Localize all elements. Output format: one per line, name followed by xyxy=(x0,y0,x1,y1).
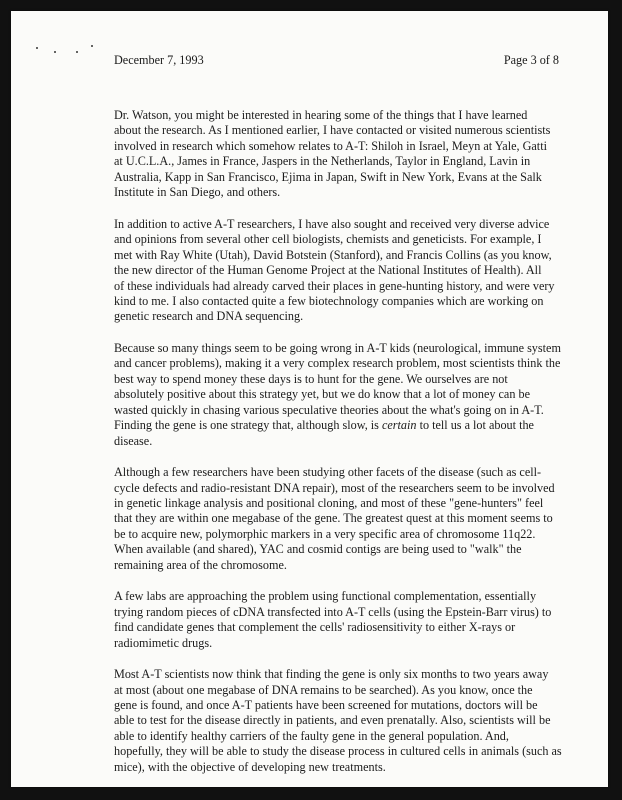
text-line: Although a few researchers have been studying other facets of the disease (such as cell- xyxy=(114,465,542,480)
text-line: Dr. Watson, you might be interested in hearing some of the things that I have learned xyxy=(114,108,528,122)
text-line: Australia, Kapp in San Francisco, Ejima in Japan, Swift in New York, Evans at the Salk xyxy=(114,169,542,184)
paragraph-outlook xyxy=(114,667,561,775)
text-line: mice), with the objective of developing new treatments. xyxy=(114,759,386,774)
speck-mark xyxy=(36,47,38,49)
text-line: able to identify healthy carriers of the faulty gene in the general population. And, xyxy=(114,728,509,743)
text-line: wasted quickly in chasing various speculative theories about the what's going on in A-T. xyxy=(114,402,544,417)
document-page xyxy=(11,11,608,787)
text-line: Because so many things seem to be going wrong in A-T kids (neurological, immune system xyxy=(114,340,561,355)
text-line: kind to me. I also contacted quite a few biotechnology companies which are working on xyxy=(114,293,544,308)
paragraph-advice xyxy=(114,217,561,325)
text-line: be to acquire new, polymorphic markers in a very specific area of chromosome 11q22. xyxy=(114,526,536,541)
text-line: able to test for the disease directly in patients, and even prenatally. Also, scientists will be xyxy=(114,713,551,728)
emphasis-word: certain xyxy=(381,418,417,433)
text-line: and opinions from several other cell biologists, chemists and geneticists. For example, I xyxy=(114,232,542,247)
text-line: that they are within one megabase of the gene. The greatest quest at this moment seems to xyxy=(114,511,553,526)
text-line: genetic research and DNA sequencing. xyxy=(114,309,304,324)
text-line: Institute in San Diego, and others. xyxy=(114,185,281,200)
line-end: to tell us a lot about the xyxy=(416,418,534,433)
text-line: about the research. As I mentioned earlier, I have contacted or visited numerous scientists xyxy=(114,123,551,138)
text-line: A few labs are approaching the problem using functional complementation, essentially xyxy=(114,589,537,604)
text-line: and cancer problems), making it a very complex research problem, most scientists think the xyxy=(114,356,561,371)
text-line: met with Ray White (Utah), David Botstein (Stanford), and Francis Collins (as you know, xyxy=(114,247,552,262)
paragraph-researchers xyxy=(114,108,561,201)
text-line: involved in research which somehow relates to A-T: Shiloh in Israel, Meyn at Yale, Gatti xyxy=(114,138,547,153)
text-line-with-emphasis xyxy=(114,418,561,433)
text-line: in genetic linkage analysis and positional cloning, and most of these "gene-hunters" feel xyxy=(114,495,544,510)
text-line: trying random pieces of cDNA transfected into A-T cells (using the Epstein-Barr virus) to xyxy=(114,604,552,619)
paragraph-strategy xyxy=(114,341,561,449)
text-line: cycle defects and radio-resistant DNA repair), most of the researchers seem to be involved xyxy=(114,480,555,495)
line-start: Finding the gene is one strategy that, although slow, is xyxy=(114,418,382,433)
paragraph-linkage xyxy=(114,465,561,573)
text-line: disease. xyxy=(114,433,153,448)
text-line: radiomimetic drugs. xyxy=(114,635,213,650)
text-line: remaining area of the chromosome. xyxy=(114,557,287,572)
speck-mark xyxy=(91,45,93,47)
text-line: When available (and shared), YAC and cosmid contigs are being used to "walk" the xyxy=(114,542,522,557)
speck-mark xyxy=(54,51,56,53)
text-line: hopefully, they will be able to study the disease process in cultured cells in animals (such as xyxy=(114,744,562,759)
text-line: gene is found, and once A-T patients have been screened for mutations, doctors will be xyxy=(114,697,538,712)
text-line: In addition to active A-T researchers, I have also sought and received very diverse advice xyxy=(114,216,550,231)
text-line: absolutely positive about this strategy yet, but we do know that a lot of money can be xyxy=(114,387,530,402)
text-line: at most (about one megabase of DNA remains to be searched). As you know, once the xyxy=(114,682,533,697)
page-number: Page 3 of 8 xyxy=(503,53,559,67)
text-line: best way to spend money these days is to hunt for the gene. We ourselves are not xyxy=(114,371,508,386)
letter-body xyxy=(114,108,561,775)
text-line: the new director of the Human Genome Project at the National Institutes of Health). All xyxy=(114,263,542,278)
text-line: of these individuals had already carved their places in gene-hunting history, and were very xyxy=(114,278,555,293)
text-line: find candidate genes that complement the cells' radiosensitivity to either X-rays or xyxy=(114,620,516,635)
text-line: at U.C.L.A., James in France, Jaspers in the Netherlands, Taylor in England, Lavin in xyxy=(114,154,531,169)
letter-date: December 7, 1993 xyxy=(114,53,204,67)
paragraph-complementation xyxy=(114,589,561,651)
text-line: Most A-T scientists now think that finding the gene is only six months to two years away xyxy=(114,667,549,682)
speck-mark xyxy=(76,51,78,53)
